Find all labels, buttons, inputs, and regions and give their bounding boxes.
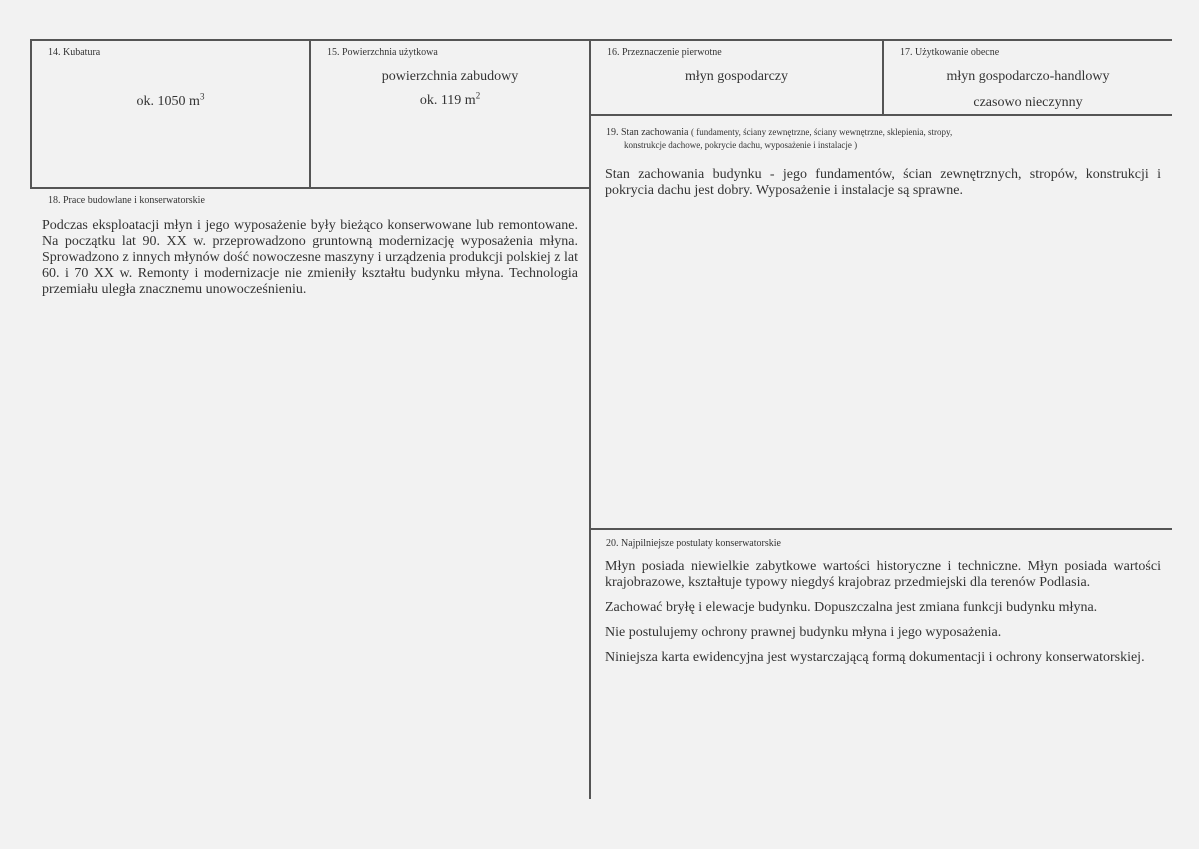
uzytkowanie-line2: czasowo nieczynny bbox=[973, 95, 1083, 110]
powierzchnia-line2 bbox=[311, 91, 589, 110]
postulaty-paragraph: Zachować bryłę i elewacje budynku. Dopuszczalna jest zmiana funkcji budynku młyna. bbox=[605, 600, 1098, 615]
powierzchnia-line1: powierzchnia zabudowy bbox=[381, 69, 519, 84]
kubatura-label: 14. Kubatura bbox=[48, 47, 101, 58]
powierzchnia-label: 15. Powierzchnia użytkowa bbox=[327, 47, 438, 58]
powierzchnia-value-text: ok. 119 m bbox=[419, 93, 476, 108]
postulaty-text bbox=[605, 559, 1161, 675]
postulaty-paragraph: Młyn posiada niewielkie zabytkowe wartości historyczne i techniczne. Młyn posiada wartości krajobrazowe, kształtuje typowy niegdyś krajobraz przedmiejski dla terenów Podlasia. bbox=[605, 559, 1161, 590]
postulaty-paragraph: Niniejsza karta ewidencyjna jest wystarczającą formą dokumentacji i ochrony konserwatorskiej. bbox=[605, 650, 1145, 665]
kubatura-value-text: ok. 1050 m bbox=[136, 94, 200, 109]
przeznaczenie-label: 16. Przeznaczenie pierwotne bbox=[607, 47, 722, 58]
stan-label bbox=[606, 126, 1166, 152]
divider-line bbox=[589, 39, 591, 799]
przeznaczenie-value: młyn gospodarczy bbox=[684, 69, 789, 84]
uzytkowanie-label: 17. Użytkowanie obecne bbox=[900, 47, 1000, 58]
stan-label-desc-1: ( fundamenty, ściany zewnętrzne, ściany wewnętrzne, sklepienia, stropy, bbox=[690, 127, 953, 137]
top-border-line bbox=[30, 39, 1172, 41]
divider-line bbox=[590, 114, 1172, 116]
kubatura-unit-sup: 3 bbox=[199, 91, 205, 102]
postulaty-paragraph: Nie postulujemy ochrony prawnej budynku młyna i jego wyposażenia. bbox=[605, 625, 1002, 640]
divider-line bbox=[590, 528, 1172, 530]
kubatura-value bbox=[32, 92, 309, 111]
stan-label-desc-2: konstrukcje dachowe, pokrycie dachu, wyposażenie i instalacje ) bbox=[624, 140, 858, 150]
prace-text: Podczas eksploatacji młyn i jego wyposażenie były bieżąco konserwowane lub remontowane. Na początku lat 90. XX w. przeprowadzono gruntowną modernizację wyposażenia młyna. Sprowadzono z innych młynów dość nowoczesne maszyny i urządzenia produkcji polskiej z lat 60. i 70 XX w. Remonty i modernizacje nie zmieniły kształtu budynku młyna. Technologia przemiału uległa znacznemu unowocześnieniu. bbox=[42, 218, 578, 297]
prace-label: 18. Prace budowlane i konserwatorskie bbox=[48, 195, 205, 206]
powierzchnia-unit-sup: 2 bbox=[475, 90, 481, 101]
uzytkowanie-line1: młyn gospodarczo-handlowy bbox=[946, 69, 1110, 84]
stan-label-title: 19. Stan zachowania bbox=[606, 127, 689, 138]
left-border-line bbox=[30, 39, 32, 189]
stan-text: Stan zachowania budynku - jego fundamentów, ścian zewnętrznych, stropów, konstrukcji i pokrycia dachu jest dobry. Wyposażenie i instalacje są sprawne. bbox=[605, 167, 1161, 198]
postulaty-label: 20. Najpilniejsze postulaty konserwatorskie bbox=[606, 538, 781, 549]
divider-line bbox=[309, 39, 311, 189]
